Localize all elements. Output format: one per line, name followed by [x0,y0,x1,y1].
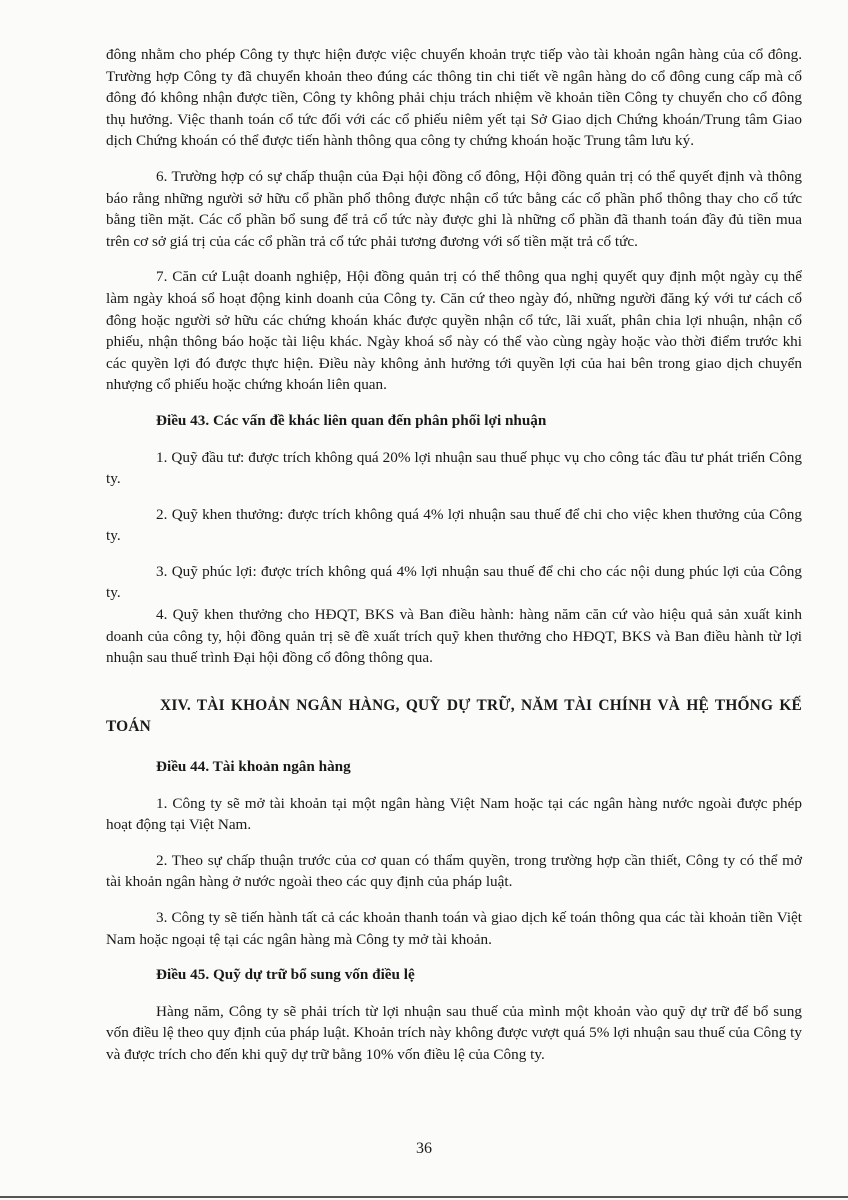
article-44-item-2: 2. Theo sự chấp thuận trước của cơ quan có thẩm quyền, trong trường hợp cần thiết, Công ty có thể mở tài khoản ngân hàng ở nước ngoài theo các quy định của pháp luật. [106,851,802,891]
section-xiv-heading: XIV. TÀI KHOẢN NGÂN HÀNG, QUỸ DỰ TRỮ, NĂM TÀI CHÍNH VÀ HỆ THỐNG KẾ TOÁN [106,696,802,736]
paragraph-7: 7. Căn cứ Luật doanh nghiệp, Hội đồng quản trị có thể thông qua nghị quyết quy định một ngày cụ thể làm ngày khoá sổ hoạt động kinh doanh của Công ty. Căn cứ theo ngày đó, những người đăng ký với tư cách cổ đông hoặc người sở hữu các chứng khoán khác được quyền nhận cổ tức, lãi xuất, phân chia lợi nhuận, nhận cổ phiếu, nhận thông báo hoặc tài liệu khác. Ngày khoá sổ này có thể vào cùng ngày hoặc vào thời điểm trước khi các quyền lợi đó được thực hiện. Điều này không ảnh hưởng tới quyền lợi của hai bên trong giao dịch chuyển nhượng cổ phiếu hoặc chứng khoán liên quan. [106,268,802,394]
document-page [106,44,802,1080]
scan-edge-line [0,1196,848,1198]
article-43-heading: Điều 43. Các vấn đề khác liên quan đến phân phối lợi nhuận [156,411,547,429]
page-number: 36 [416,1140,432,1157]
article-44-heading: Điều 44. Tài khoản ngân hàng [156,758,351,776]
paragraph-6: 6. Trường hợp có sự chấp thuận của Đại hội đồng cổ đông, Hội đồng quản trị có thể quyết định và thông báo rằng những người sở hữu cổ phần phổ thông được nhận cổ tức bằng các cổ phần phổ thông thay cho cổ tức bằng tiền mặt. Các cổ phần bổ sung để trả cổ tức này được ghi là những cổ phần đã thanh toán đầy đủ tiền mua trên cơ sở giá trị của các cổ phần trả cổ tức phải tương đương với số tiền mặt trả cổ tức. [106,167,802,250]
article-43-item-4: 4. Quỹ khen thưởng cho HĐQT, BKS và Ban điều hành: hàng năm căn cứ vào hiệu quả sản xuất kinh doanh của công ty, hội đồng quản trị sẽ đề xuất trích quỹ khen thưởng cho HĐQT, BKS và Ban điều hành từ lợi nhuận sau thuế trình Đại hội đồng cổ đông thông qua. [106,606,802,667]
article-43-item-1: 1. Quỹ đầu tư: được trích không quá 20% lợi nhuận sau thuế phục vụ cho công tác đầu tư phát triển Công ty. [106,448,802,488]
article-44-item-1: 1. Công ty sẽ mở tài khoản tại một ngân hàng Việt Nam hoặc tại các ngân hàng nước ngoài được phép hoạt động tại Việt Nam. [106,794,802,834]
article-43-item-3: 3. Quỹ phúc lợi: được trích không quá 4% lợi nhuận sau thuế để chi cho các nội dung phúc lợi của Công ty. [106,562,802,602]
article-44-item-3: 3. Công ty sẽ tiến hành tất cả các khoản thanh toán và giao dịch kế toán thông qua các tài khoản tiền Việt Nam hoặc ngoại tệ tại các ngân hàng mà Công ty mở tài khoản. [106,909,802,948]
article-43-item-2: 2. Quỹ khen thưởng: được trích không quá 4% lợi nhuận sau thuế để chi cho việc khen thưởng của Công ty. [106,505,802,545]
article-45-body: Hàng năm, Công ty sẽ phải trích từ lợi nhuận sau thuế của mình một khoản vào quỹ dự trữ để bổ sung vốn điều lệ theo quy định của pháp luật. Khoản trích này không được vượt quá 5% lợi nhuận sau thuế của Công ty và được trích cho đến khi quỹ dự trữ bằng 10% vốn điều lệ của Công ty. [106,1002,802,1063]
article-45-heading: Điều 45. Quỹ dự trữ bổ sung vốn điều lệ [156,966,415,984]
lead-paragraph: đông nhằm cho phép Công ty thực hiện được việc chuyển khoản trực tiếp vào tài khoản ngân hàng của cổ đông. Trường hợp Công ty đã chuyển khoản theo đúng các thông tin chi tiết về ngân hàng do cổ đông cung cấp mà cổ đông đó không nhận được tiền, Công ty không phải chịu trách nhiệm về khoản tiền Công ty chuyển cho cổ đông thụ hưởng. Việc thanh toán cổ tức đối với các cổ phiếu niêm yết tại Sở Giao dịch Chứng khoán/Trung tâm Giao dịch Chứng khoán có thể được tiến hành thông qua công ty chứng khoán hoặc Trung tâm lưu ký. [106,46,802,150]
